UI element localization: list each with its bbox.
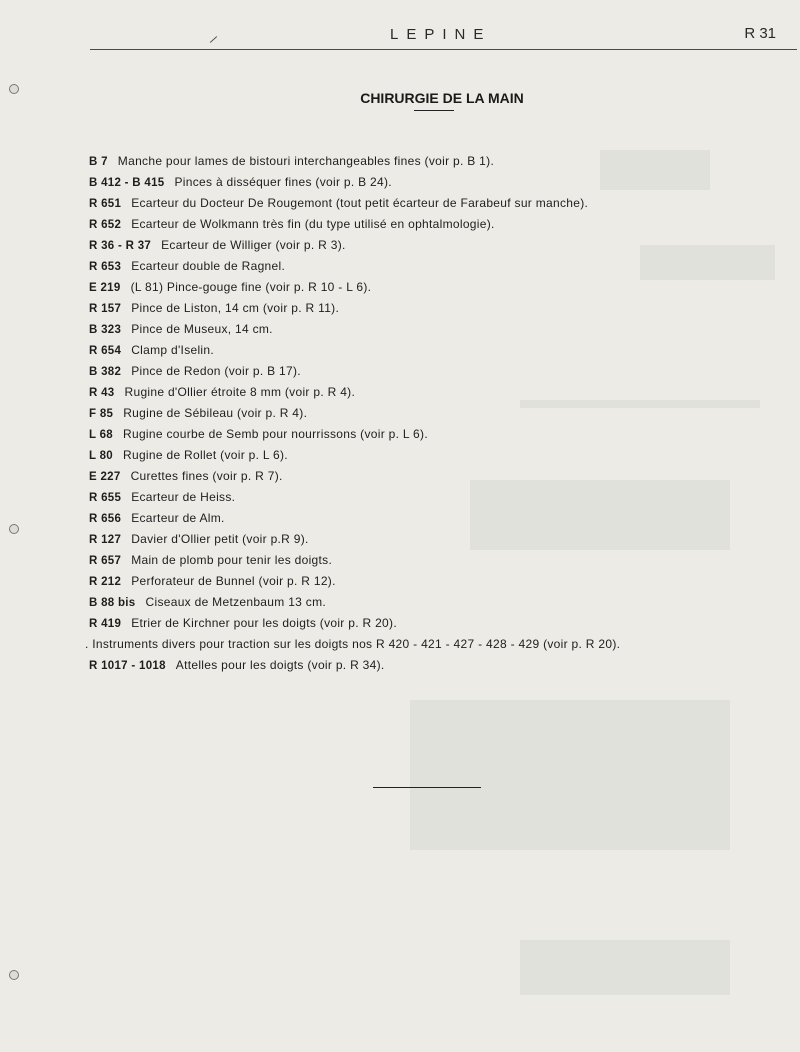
item-text: Pince de Liston, 14 cm (voir p. R 11).: [131, 301, 340, 315]
item-code: B 323: [89, 324, 122, 336]
item-code: B 382: [89, 366, 122, 378]
item-text: Manche pour lames de bistouri interchangeables fines (voir p. B 1).: [117, 154, 495, 168]
item-text: Main de plomb pour tenir les doigts.: [131, 553, 333, 567]
item-code: R 655: [89, 492, 122, 504]
item-text: Ecarteur de Wolkmann très fin (du type utilisé en ophtalmologie).: [131, 217, 495, 231]
item-text: Ecarteur double de Ragnel.: [131, 259, 286, 273]
header-brand: LEPINE: [390, 26, 492, 43]
list-item: [89, 573, 789, 594]
item-code: L 80: [89, 450, 114, 462]
item-code: R 651: [89, 198, 122, 210]
list-item: [89, 237, 789, 258]
item-code: R 43: [89, 387, 115, 399]
bleed-through: [410, 700, 730, 850]
item-code: R 127: [89, 534, 122, 546]
item-text: Clamp d'Iselin.: [131, 343, 215, 357]
item-code: B 7: [89, 156, 108, 168]
list-item: [89, 657, 789, 678]
item-text: Ecarteur de Alm.: [131, 511, 225, 525]
item-text: . Instruments divers pour traction sur les doigts nos R 420 - 421 - 427 - 428 - 429 (voir p. R 20).: [85, 637, 621, 651]
item-text: Curettes fines (voir p. R 7).: [130, 469, 283, 483]
item-text: Rugine de Rollet (voir p. L 6).: [123, 448, 288, 462]
item-code: R 157: [89, 303, 122, 315]
list-item: [89, 279, 789, 300]
bleed-through: [520, 940, 730, 995]
item-text: Ecarteur de Heiss.: [131, 490, 236, 504]
binder-hole-icon: [9, 970, 19, 980]
item-code: E 219: [89, 282, 121, 294]
item-code: E 227: [89, 471, 121, 483]
item-code: R 652: [89, 219, 122, 231]
item-text: Davier d'Ollier petit (voir p.R 9).: [131, 532, 309, 546]
item-code: R 654: [89, 345, 122, 357]
header-rule: [90, 49, 797, 50]
item-text: Rugine courbe de Semb pour nourrissons (voir p. L 6).: [123, 427, 428, 441]
item-code: R 36 - R 37: [89, 240, 152, 252]
list-item: [89, 174, 789, 195]
list-item: [89, 195, 789, 216]
item-code: B 412 - B 415: [89, 177, 165, 189]
instrument-list: [85, 153, 789, 678]
page-reference: R 31: [744, 25, 776, 42]
item-text: Pince de Museux, 14 cm.: [131, 322, 273, 336]
pencil-mark: [210, 36, 217, 43]
item-code: R 653: [89, 261, 122, 273]
item-text: Attelles pour les doigts (voir p. R 34).: [175, 658, 385, 672]
list-item: [89, 489, 789, 510]
binder-hole-icon: [9, 524, 19, 534]
item-text: Ciseaux de Metzenbaum 13 cm.: [145, 595, 326, 609]
title-underline: [414, 110, 454, 111]
item-code: B 88 bis: [89, 597, 136, 609]
list-item: [89, 510, 789, 531]
item-code: L 68: [89, 429, 114, 441]
list-item: [89, 531, 789, 552]
footer-rule: [373, 787, 481, 788]
item-text: (L 81) Pince-gouge fine (voir p. R 10 - L 6).: [130, 280, 372, 294]
list-item: [89, 321, 789, 342]
list-item: [89, 384, 789, 405]
list-item: [89, 468, 789, 489]
item-text: Ecarteur du Docteur De Rougemont (tout petit écarteur de Farabeuf sur manche).: [131, 196, 589, 210]
item-code: R 657: [89, 555, 122, 567]
section-title: CHIRURGIE DE LA MAIN: [360, 90, 524, 106]
item-text: Perforateur de Bunnel (voir p. R 12).: [131, 574, 336, 588]
item-text: Ecarteur de Williger (voir p. R 3).: [161, 238, 346, 252]
list-item: [89, 405, 789, 426]
list-item: [89, 258, 789, 279]
item-code: R 656: [89, 513, 122, 525]
list-item: [89, 426, 789, 447]
item-code: F 85: [89, 408, 114, 420]
list-item: [89, 342, 789, 363]
list-item: [89, 153, 789, 174]
item-code: R 1017 - 1018: [89, 660, 166, 672]
item-text: Pinces à disséquer fines (voir p. B 24).: [174, 175, 392, 189]
item-text: Rugine de Sébileau (voir p. R 4).: [123, 406, 308, 420]
item-code: R 419: [89, 618, 122, 630]
list-item: [85, 636, 789, 657]
item-text: Pince de Redon (voir p. B 17).: [131, 364, 301, 378]
list-item: [89, 216, 789, 237]
list-item: [89, 300, 789, 321]
item-text: Etrier de Kirchner pour les doigts (voir p. R 20).: [131, 616, 397, 630]
item-text: Rugine d'Ollier étroite 8 mm (voir p. R 4).: [124, 385, 356, 399]
list-item: [89, 363, 789, 384]
list-item: [89, 594, 789, 615]
item-code: R 212: [89, 576, 122, 588]
list-item: [89, 447, 789, 468]
list-item: [89, 552, 789, 573]
list-item: [89, 615, 789, 636]
